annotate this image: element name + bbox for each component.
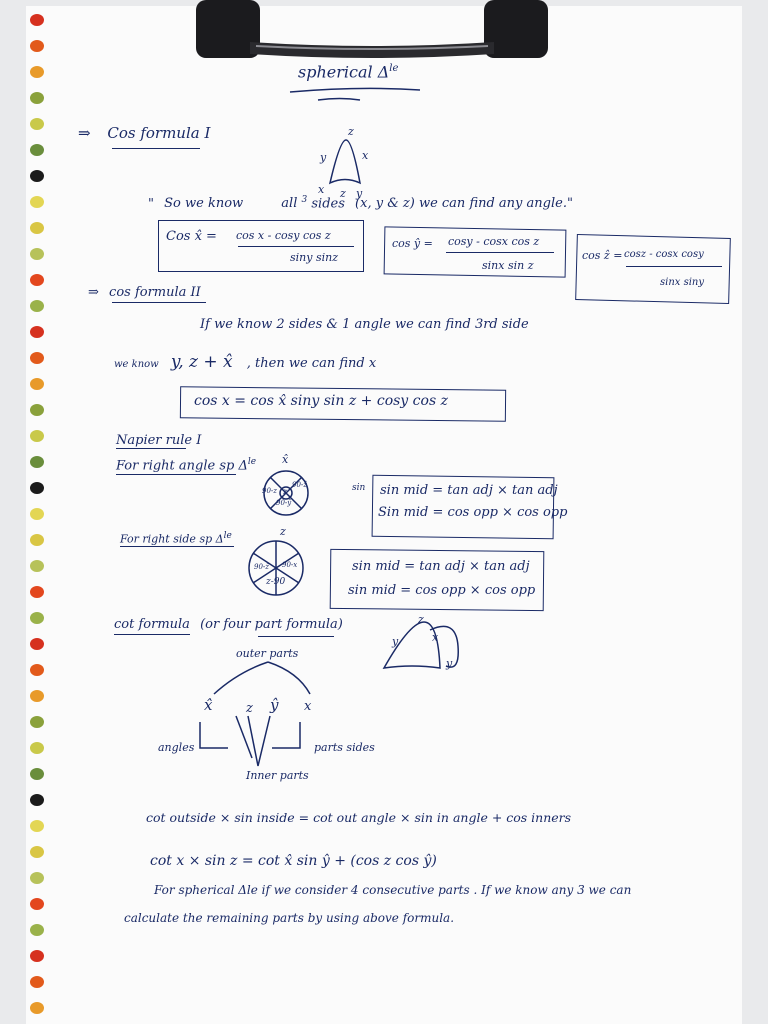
binding-hole xyxy=(30,820,44,832)
napier-box1-line2: Sin mid = cos opp × cos opp xyxy=(378,505,568,520)
page-title: spherical $\Delta^{le}$ xyxy=(298,62,399,82)
angles-label: angles xyxy=(158,741,195,754)
wheel2-q2: 90-x xyxy=(282,561,298,569)
binding-hole xyxy=(30,612,44,624)
binding-hole xyxy=(30,326,44,338)
napier-box1-mark: sin xyxy=(352,483,366,493)
cot-triangle-top: z xyxy=(418,613,424,626)
wheel1-q2: 90-z xyxy=(262,487,277,495)
wheel1-center: z xyxy=(283,487,288,496)
box2-denominator: sinx sin z xyxy=(482,259,534,272)
box1-numerator: cos x - cosy cos z xyxy=(236,229,331,242)
binding-hole xyxy=(30,456,44,468)
binding-hole xyxy=(30,846,44,858)
part-3: ŷ xyxy=(270,696,279,714)
cos-formula-1-heading: ⇒ Cos formula I xyxy=(78,124,211,142)
binding-hole xyxy=(30,92,44,104)
binding-hole xyxy=(30,742,44,754)
inner-parts-label: Inner parts xyxy=(246,769,309,782)
cot-rule: cot outside × sin inside = cot out angle × sin in angle + cos inners xyxy=(146,810,572,825)
triangle-label-z: z xyxy=(348,125,354,138)
binding-hole xyxy=(30,378,44,390)
binding-hole xyxy=(30,534,44,546)
box1-denominator: siny sinz xyxy=(290,251,339,264)
napier-box1-line1: sin mid = tan adj × tan adj xyxy=(380,483,558,498)
part-2: z xyxy=(246,701,253,716)
triangle-label-br: y xyxy=(356,187,363,200)
cos-formula-2-expression: cos x = cos x̂ siny sin z + cosy cos z xyxy=(194,393,448,409)
binding-hole xyxy=(30,196,44,208)
binding-hole xyxy=(30,482,44,494)
triangle-label-bm: z xyxy=(340,187,346,200)
binding-hole xyxy=(30,586,44,598)
wheel2-center: z-90 xyxy=(266,577,286,587)
binding-hole xyxy=(30,144,44,156)
cos-formula-2-line1: If we know 2 sides & 1 angle we can find 3rd side xyxy=(200,317,529,332)
binding-hole xyxy=(30,898,44,910)
binding-hole xyxy=(30,1002,44,1014)
box3-numerator: cosz - cosx cosy xyxy=(624,249,704,260)
outer-parts-label: outer parts xyxy=(236,647,299,660)
binding-hole xyxy=(30,560,44,572)
wheel2-q1: 90-ẑ xyxy=(254,563,269,571)
binding-hole xyxy=(30,872,44,884)
cot-conclusion-2: calculate the remaining parts by using above formula. xyxy=(124,911,455,925)
wheel1-q1: 90-ẑ xyxy=(292,481,307,489)
binding-hole xyxy=(30,950,44,962)
triangle-label-bl: x xyxy=(318,183,325,196)
binding-hole xyxy=(30,976,44,988)
spiral-binding xyxy=(0,0,60,1024)
binding-hole xyxy=(30,430,44,442)
cos-formula-box-3 xyxy=(575,234,731,304)
box3-denominator: sinx siny xyxy=(660,277,705,288)
binding-hole xyxy=(30,352,44,364)
part-4: x xyxy=(304,699,312,714)
napier-box2-line2: sin mid = cos opp × cos opp xyxy=(348,583,536,598)
cos-formula-2-line2: we know y, z + x̂ , then we can find x xyxy=(114,352,377,372)
cot-triangle-right: x xyxy=(432,631,439,644)
box1-lhs: Cos x̂ = xyxy=(166,229,217,244)
triangle-label-x: x xyxy=(362,149,369,162)
box2-lhs: cos ŷ = xyxy=(392,237,433,250)
binding-hole xyxy=(30,40,44,52)
box2-numerator: cosy - cosx cos z xyxy=(448,235,540,248)
napier-box2-line1: sin mid = tan adj × tan adj xyxy=(352,559,530,574)
cos-formula-1-note: " So we know all $^3$ sides (x, y & z) we can find any angle." xyxy=(148,195,573,212)
binding-hole xyxy=(30,768,44,780)
cot-triangle-left: y xyxy=(392,635,399,648)
napier-right-angle-label: For right angle sp $\Delta^{le}$ xyxy=(116,457,257,474)
binding-hole xyxy=(30,118,44,130)
cot-conclusion-1: For spherical Δle if we consider 4 consecutive parts . If we know any 3 we can xyxy=(154,883,632,897)
binding-hole xyxy=(30,716,44,728)
binding-hole xyxy=(30,170,44,182)
binding-hole xyxy=(30,404,44,416)
napier-heading: Napier rule I xyxy=(116,433,202,448)
binding-hole xyxy=(30,222,44,234)
triangle-label-y: y xyxy=(320,151,327,164)
binding-hole xyxy=(30,690,44,702)
cot-formula-heading: cot formula (or four part formula) xyxy=(114,617,343,632)
sides-label: parts sides xyxy=(314,741,375,754)
cos-formula-2-heading: ⇒ cos formula II xyxy=(88,285,201,300)
cot-example: cot x × sin z = cot x̂ sin ŷ + (cos z cos ŷ) xyxy=(150,853,437,869)
binding-hole xyxy=(30,66,44,78)
wheel1-top: x̂ xyxy=(282,453,289,466)
binding-hole xyxy=(30,508,44,520)
binding-hole xyxy=(30,274,44,286)
box3-lhs: cos ẑ = xyxy=(582,249,623,262)
binding-hole xyxy=(30,664,44,676)
binding-hole xyxy=(30,14,44,26)
binding-hole xyxy=(30,248,44,260)
napier-right-side-label: For right side sp $\Delta^{le}$ xyxy=(120,531,232,546)
binding-hole xyxy=(30,638,44,650)
cot-triangle-bottom: y xyxy=(446,657,453,670)
binding-hole xyxy=(30,924,44,936)
wheel1-q3: 90-ŷ xyxy=(276,499,292,507)
binding-hole xyxy=(30,300,44,312)
wheel2-top: z xyxy=(280,525,286,538)
part-1: x̂ xyxy=(204,696,213,714)
binding-hole xyxy=(30,794,44,806)
